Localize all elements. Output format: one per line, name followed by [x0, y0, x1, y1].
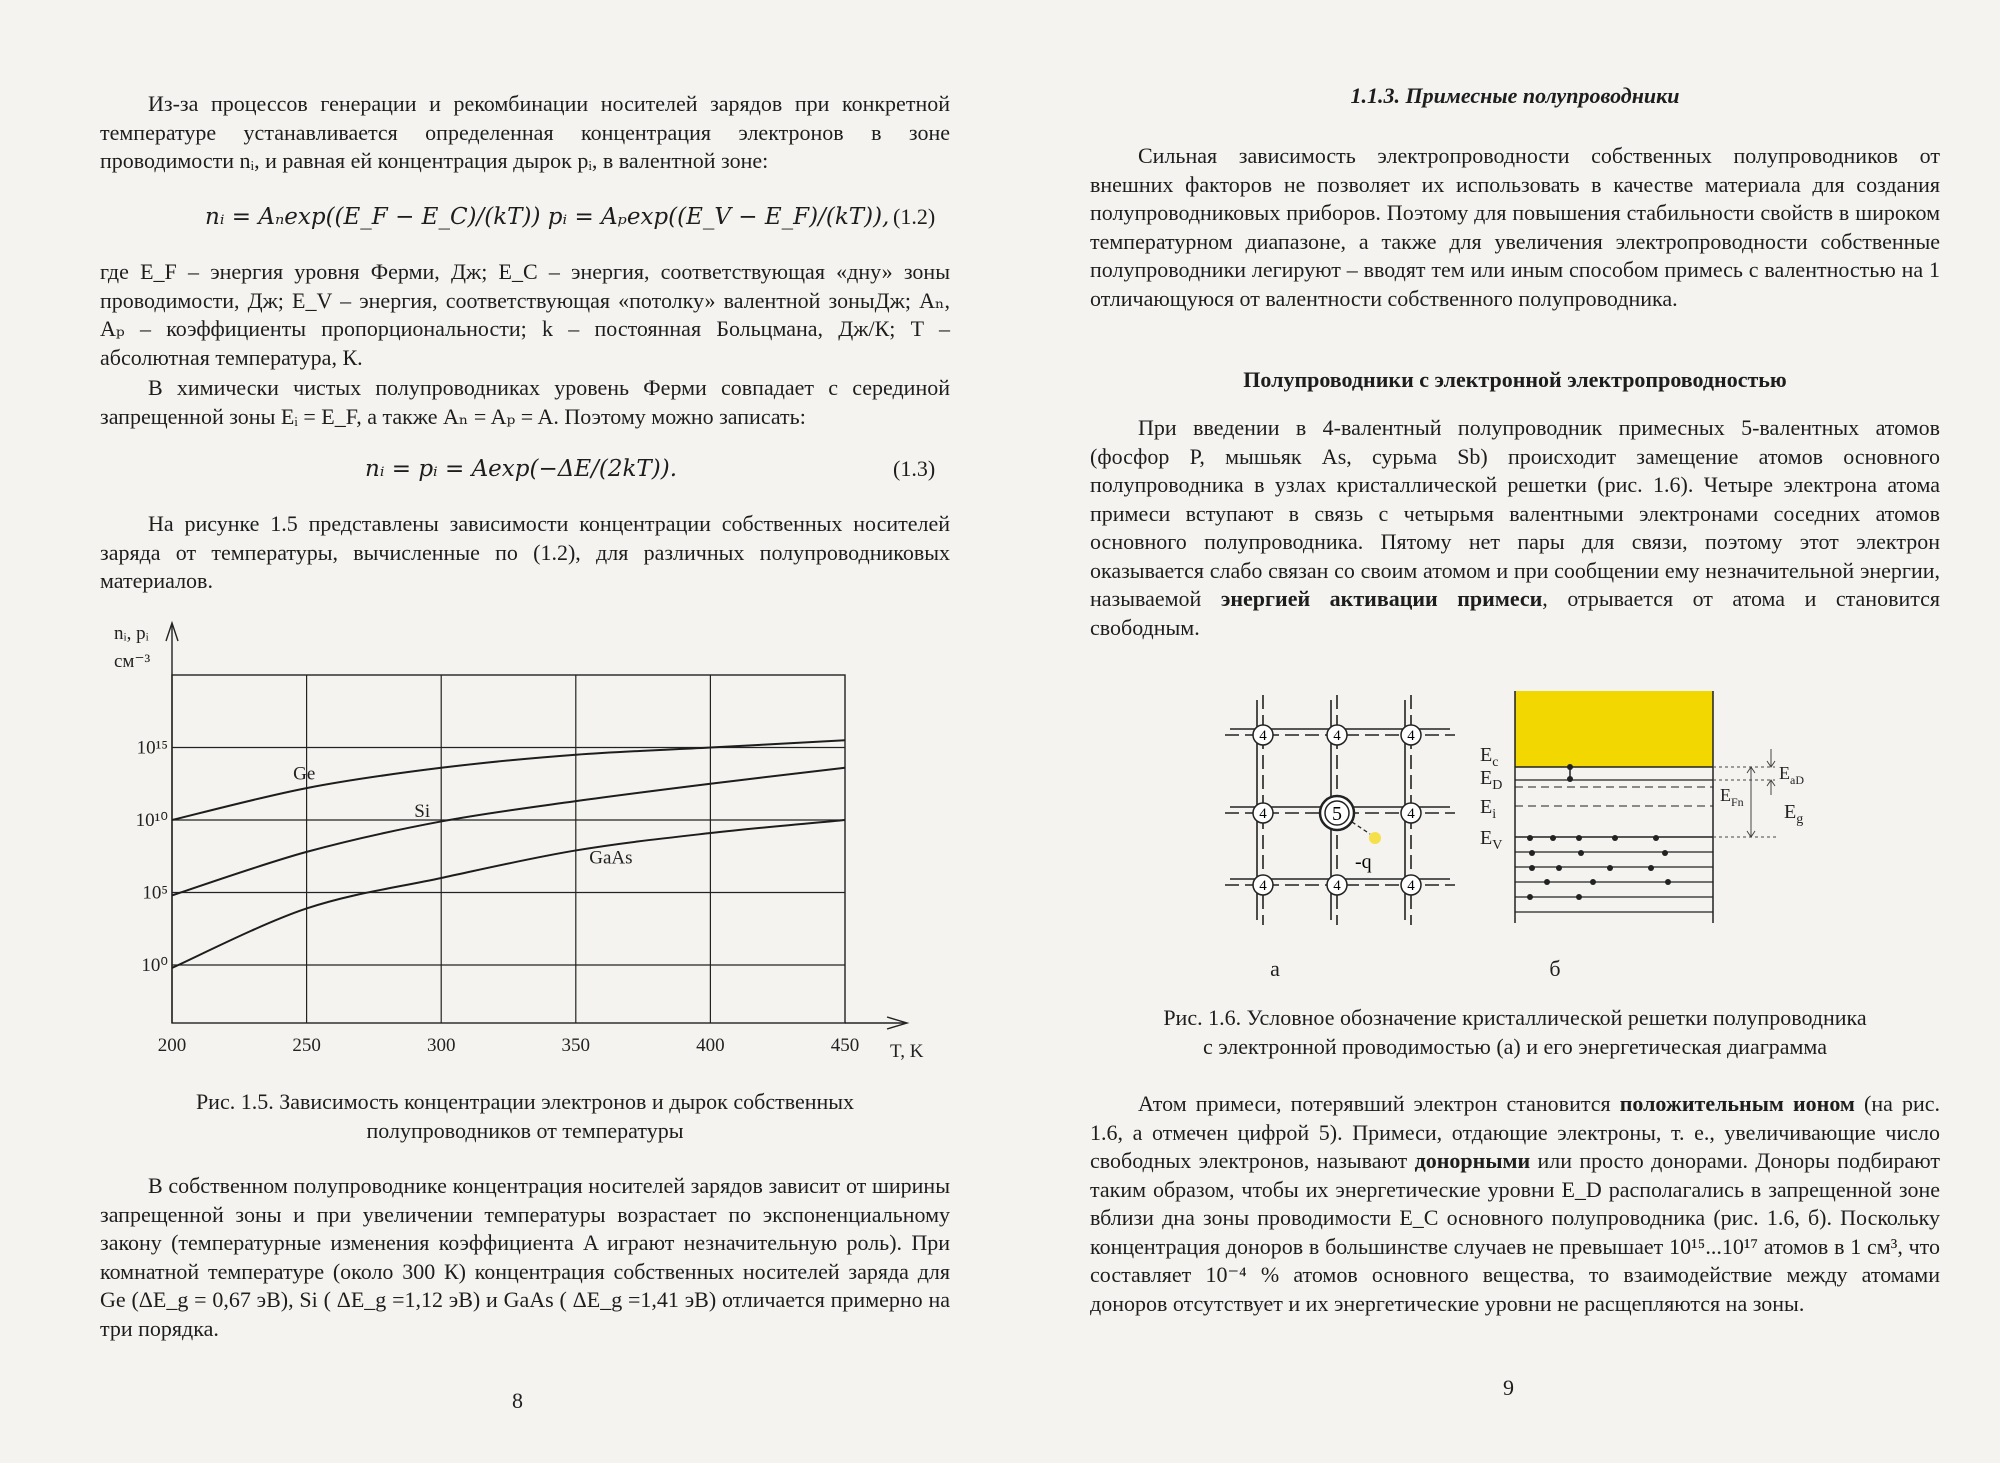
right-page — [1000, 0, 2000, 1463]
chart-labels — [114, 623, 924, 1062]
left-paragraph-1: Из-за процессов генерации и рекомбинации носителей зарядов при конкретной температуре устанавливается определенная концентрация электронов в зоне проводимости nᵢ, и равная ей концентрация дырок pᵢ, в валентной зоне: — [100, 91, 950, 173]
subheading: Полупроводники с электронной электропроводностью — [1243, 367, 1787, 392]
lattice-atom-label: 4 — [1407, 806, 1415, 822]
series-line-si — [172, 768, 845, 896]
x-tick-label: 300 — [426, 1035, 456, 1056]
lattice-atom-label: 4 — [1259, 878, 1267, 894]
svg-text:Ec: $E_c$ — [1480, 744, 1499, 770]
x-tick-label: 200 — [157, 1035, 187, 1056]
free-electron-dot — [1369, 832, 1381, 844]
lattice-atom-label: 4 — [1407, 728, 1415, 744]
series-label-si: Si — [414, 801, 431, 823]
svg-text:ED: $E_D$ — [1480, 767, 1503, 793]
energy-diagram — [1475, 683, 1895, 933]
equation-1-3: nᵢ = pᵢ = Aexp(−ΔE/(2kT)). — [365, 456, 678, 482]
right-paragraph-3-text-c: или просто донорами. Доноры подбирают таким образом, чтобы их энергетические уровни E_D располагались в запрещенной зоне вблизи дна зоны проводимости E_C основного полупроводника (рис. 1.6, б). Поскольку концентрация доноров в большинстве случаев не превышает 10¹⁵...10¹⁷ атомов в 1 см³, что составляет 10⁻⁴ % атомов основного вещества, то взаимодействие между атомами доноров отсутствует и их энергетические уровни не расщепляются на зоны. — [1090, 1148, 1941, 1316]
impurity-atom-label: 5 — [1332, 803, 1342, 825]
x-axis-label: T, K — [890, 1041, 924, 1062]
left-paragraph-4: На рисунке 1.5 представлены зависимости концентрации собственных носителей заряда от температуры, вычисленные по (1.2), для различных полупроводниковых материалов. — [100, 511, 950, 593]
series-label-ge: Ge — [293, 763, 316, 785]
series-label-gaas: GaAs — [589, 847, 633, 869]
activation-energy-term: энергией активации примеси — [1220, 586, 1543, 611]
impurity-charge-label: -q — [1355, 851, 1372, 873]
section-title: 1.1.3. Примесные полупроводники — [1350, 83, 1680, 108]
svg-text:EFn: $E_{Fn}$ — [1720, 785, 1744, 809]
right-paragraph-2-text-a: При введении в 4-валентный полупроводник примесных 5-валентных атомов (фосфор P, мышьяк As, сурьма Sb) происходит замещение атомов основного полупроводника в узлах кристаллической решетки (рис. 1.6). Четыре электрона атома примеси вступают в связь с четырьмя валентными электронами соседних атомов основного полупроводника. Пятому нет пары для связи, поэтому этот электрон оказывается слабо связан со своим атомом и при сообщении ему незначительной энергии, называемой — [1090, 415, 1940, 611]
lattice-atom-label: 4 — [1259, 806, 1267, 822]
y-tick-label: 10¹⁵ — [136, 737, 168, 759]
right-paragraph-3-text-b: (на рис. 1.6, а отмечен цифрой 5). Примеси, отдающие электроны, т. е., увеличивающие число свободных электронов, называют — [1090, 1091, 1940, 1173]
svg-text:Eg: $E_g$ — [1784, 801, 1804, 827]
figure-1-5-caption-line-1: Рис. 1.5. Зависимость концентрации электронов и дырок собственных — [195, 1089, 855, 1114]
conduction-band — [1515, 691, 1713, 767]
left-page-number: 8 — [512, 1388, 523, 1413]
figure-1-6-caption-line-1: Рис. 1.6. Условное обозначение кристаллической решетки полупроводника — [1163, 1005, 1867, 1030]
x-tick-label: 350 — [561, 1035, 591, 1056]
figure-1-6-caption-line-2: с электронной проводимостью (а) и его энергетическая диаграмма — [1203, 1033, 1827, 1059]
chart-axes — [166, 623, 907, 1029]
positive-ion-term: положительным ионом — [1619, 1091, 1855, 1116]
right-paragraph-1: Сильная зависимость электропроводности собственных полупроводников от внешних факторов не позволяет их использовать в качестве материала для создания полупроводниковых приборов. Поэтому для повышения стабильности свойств в широком температурном диапазоне, а также для увеличения электропроводности собственные полупроводники легируют – вводят тем или иным способом примесь с валентностью на 1 отличающуюся от валентности собственного полупроводника. — [1090, 143, 1940, 311]
x-tick-label: 450 — [830, 1035, 860, 1056]
chart-grid — [172, 675, 845, 1023]
right-paragraph-3 — [1090, 1090, 1940, 1318]
svg-text:EaD: $E_{aD}$ — [1779, 763, 1804, 787]
lattice-diagram — [1225, 690, 1455, 930]
y-tick-label: 10⁰ — [141, 955, 168, 976]
y-tick-label: 10⁵ — [142, 882, 168, 904]
equation-1-2-number: (1.2) — [893, 204, 936, 229]
right-page-number: 9 — [1503, 1375, 1514, 1400]
chart-lines — [172, 740, 845, 968]
left-paragraph-3: В химически чистых полупроводниках уровень Ферми совпадает с серединой запрещенной зоны Eᵢ = E_F, а также Aₙ = Aₚ = A. Поэтому можно записать: — [100, 375, 950, 429]
svg-text:EV: $E_V$ — [1480, 827, 1503, 853]
y-axis-unit-label: см⁻³ — [114, 651, 151, 672]
y-axis-label: nᵢ, pᵢ — [114, 623, 149, 644]
right-paragraph-3-text-a: Атом примеси, потерявший электрон становится — [1138, 1091, 1620, 1116]
left-paragraph-5: В собственном полупроводнике концентрация носителей зарядов зависит от ширины запрещенной зоны и при увеличении температуры возрастает по экспоненциальному закону (температурные изменения коэффициента A играют незначительную роль). При комнатной температуре (около 300 К) концентрация собственных носителей заряда для Ge (ΔE_g = 0,67 эВ), Si ( ΔE_g =1,12 эВ) и GaAs ( ΔE_g =1,41 эВ) отличается примерно на три порядка. — [100, 1173, 951, 1341]
lattice-atom-label: 4 — [1259, 728, 1267, 744]
lattice-atom-label: 4 — [1407, 878, 1415, 894]
figure-1-5-caption — [100, 1088, 950, 1145]
left-paragraph-2: где E_F – энергия уровня Ферми, Дж; E_C – энергия, соответствующая «дну» зоны проводимости, Дж; E_V – энергия, соответствующая «потолку» валентной зоныДж; Aₙ, Aₚ – коэффициенты пропорциональности; k – постоянная Больцмана, Дж/К; T – абсолютная температура, К. — [100, 259, 950, 370]
svg-text:Ei: $E_i$ — [1480, 796, 1497, 822]
equation-1-3-number: (1.3) — [893, 456, 936, 481]
figure-1-6-caption — [1090, 1004, 1940, 1061]
figure-label-a: а — [1270, 956, 1280, 981]
right-paragraph-2 — [1090, 414, 1940, 642]
right-paragraph-2-text-b: , отрывается от атома и становится свободным. — [1090, 586, 1940, 640]
plot-frame — [172, 675, 845, 1023]
x-tick-label: 250 — [292, 1035, 321, 1056]
x-tick-label: 400 — [696, 1035, 725, 1056]
donor-term: донорными — [1414, 1148, 1531, 1173]
series-line-gaas — [172, 820, 845, 968]
equation-1-2: nᵢ = Aₙexp((E_F − E_C)/(kT)) pᵢ = Aₚexp((E_V − E_F)/(kT)), — [205, 204, 890, 230]
lattice-atom-label: 4 — [1333, 878, 1341, 894]
y-tick-label: 10¹⁰ — [135, 810, 168, 831]
figure-1-5-caption-line-2: полупроводников от температуры — [366, 1117, 684, 1143]
lattice-atom-label: 4 — [1333, 728, 1341, 744]
figure-label-b: б — [1549, 956, 1561, 981]
concentration-chart — [100, 615, 960, 1075]
